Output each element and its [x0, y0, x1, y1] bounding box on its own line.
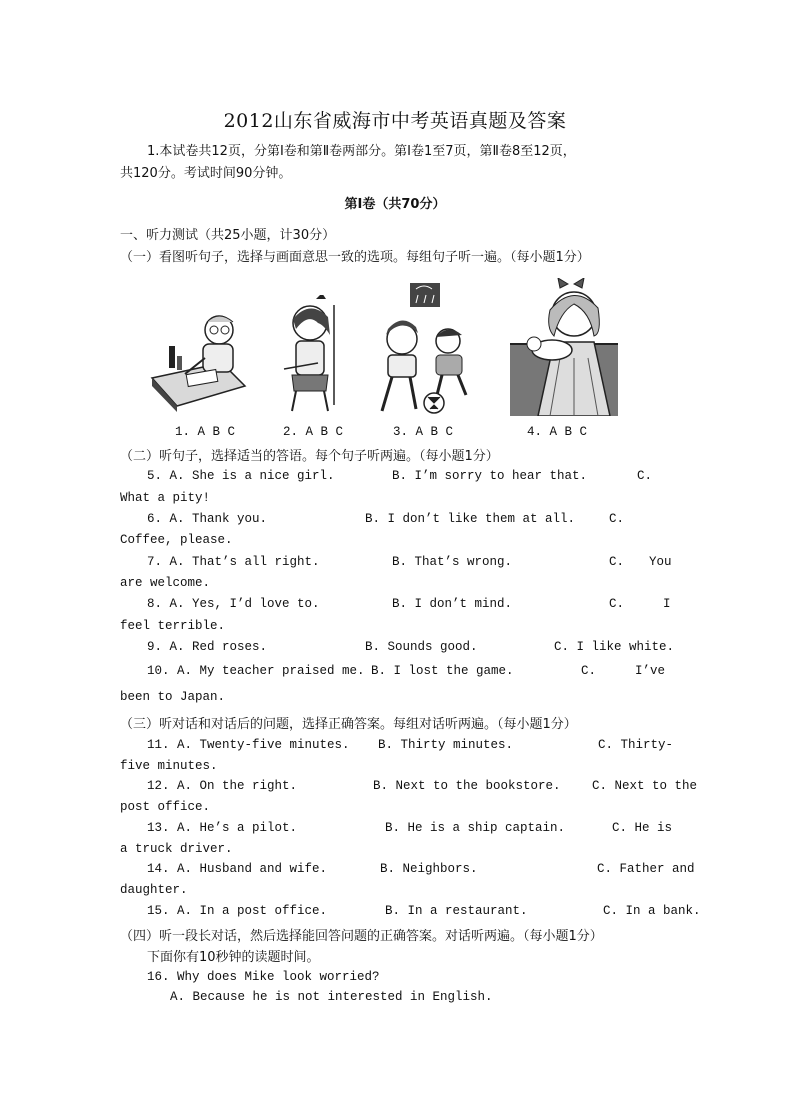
q8-option-a: 8. A. Yes, I’d love to. [147, 597, 320, 611]
q5-option-a: 5. A. She is a nice girl. [147, 469, 335, 483]
picture-3-options: 3. A B C [393, 425, 454, 439]
picture-1-options: 1. A B C [175, 425, 236, 439]
girl-painting-on-chair-illustration [278, 295, 348, 415]
page-title: 2012山东省威海市中考英语真题及答案 [223, 110, 567, 132]
sub2-heading: （二）听句子，选择适当的答语。每个句子听两遍。（每小题1分） [120, 449, 499, 464]
q6-option-b: B. I don’t like them at all. [365, 512, 576, 526]
q5-option-b: B. I’m sorry to hear that. [392, 469, 588, 483]
q15-option-b: B. In a restaurant. [385, 904, 528, 918]
q13-option-c-text: a truck driver. [120, 842, 233, 856]
q16-option-a: A. Because he is not interested in English. [170, 990, 493, 1004]
q9-option-c: C. I like white. [554, 640, 675, 654]
q7-option-c-word: You [649, 555, 672, 569]
sub1-heading: （一）看图听句子，选择与画面意思一致的选项。每组句子听一遍。（每小题1分） [120, 250, 590, 265]
q12-option-c-text: post office. [120, 800, 211, 814]
picture-4-options: 4. A B C [527, 425, 588, 439]
q10-option-c-word: I’ve [635, 664, 666, 678]
q15-option-c: C. In a bank. [603, 904, 701, 918]
q6-option-a: 6. A. Thank you. [147, 512, 268, 526]
q11-option-c: C. Thirty- [598, 738, 674, 752]
boy-drawing-at-desk-illustration [147, 308, 252, 413]
part1-title: 第Ⅰ卷（共70分） [344, 197, 446, 212]
q7-option-a: 7. A. That’s all right. [147, 555, 320, 569]
q5-option-c-text: What a pity! [120, 491, 211, 505]
kids-playing-football-in-rain-illustration [378, 283, 470, 415]
q16-question: 16. Why does Mike look worried? [147, 970, 380, 984]
q12-option-c: C. Next to the [592, 779, 698, 793]
q10-option-c-text: been to Japan. [120, 690, 226, 704]
sub3-heading: （三）听对话和对话后的问题，选择正确答案。每组对话听两遍。（每小题1分） [120, 717, 577, 732]
q8-option-b: B. I don’t mind. [392, 597, 513, 611]
q5-option-c: C. [637, 469, 653, 483]
q9-option-b: B. Sounds good. [365, 640, 478, 654]
sub4-heading: （四）听一段长对话，然后选择能回答问题的正确答案。对话听两遍。（每小题1分） [120, 929, 603, 944]
q9-option-a: 9. A. Red roses. [147, 640, 268, 654]
q8-option-c: C. [609, 597, 625, 611]
q11-option-b: B. Thirty minutes. [378, 738, 514, 752]
q6-option-c: C. [609, 512, 625, 526]
q11-option-c-text: five minutes. [120, 759, 218, 773]
q7-option-c: C. [609, 555, 625, 569]
q13-option-a: 13. A. He’s a pilot. [147, 821, 298, 835]
q14-option-a: 14. A. Husband and wife. [147, 862, 328, 876]
q10-option-a: 10. A. My teacher praised me. [147, 664, 365, 678]
q13-option-b: B. He is a ship captain. [385, 821, 566, 835]
reading-time-note: 下面你有10秒钟的读题时间。 [147, 950, 320, 965]
q11-option-a: 11. A. Twenty-five minutes. [147, 738, 350, 752]
q8-option-c-text: feel terrible. [120, 619, 226, 633]
girl-holding-dog-illustration [510, 278, 618, 416]
q13-option-c: C. He is [612, 821, 673, 835]
section1-heading: 一、听力测试（共25小题，计30分） [120, 228, 336, 243]
q14-option-b: B. Neighbors. [380, 862, 478, 876]
intro-line-1: 1.本试卷共12页，分第Ⅰ卷和第Ⅱ卷两部分。第Ⅰ卷1至7页，第Ⅱ卷8至12页， [147, 144, 576, 159]
q10-option-c: C. [581, 664, 597, 678]
q10-option-b: B. I lost the game. [371, 664, 514, 678]
intro-line-2: 共120分。考试时间90分钟。 [120, 166, 292, 181]
q6-option-c-text: Coffee, please. [120, 533, 233, 547]
q7-option-b: B. That’s wrong. [392, 555, 513, 569]
q15-option-a: 15. A. In a post office. [147, 904, 328, 918]
picture-2-options: 2. A B C [283, 425, 344, 439]
q8-option-c-word: I [663, 597, 671, 611]
q12-option-b: B. Next to the bookstore. [373, 779, 561, 793]
q12-option-a: 12. A. On the right. [147, 779, 298, 793]
q14-option-c-text: daughter. [120, 883, 188, 897]
q14-option-c: C. Father and [597, 862, 695, 876]
q7-option-c-text: are welcome. [120, 576, 211, 590]
